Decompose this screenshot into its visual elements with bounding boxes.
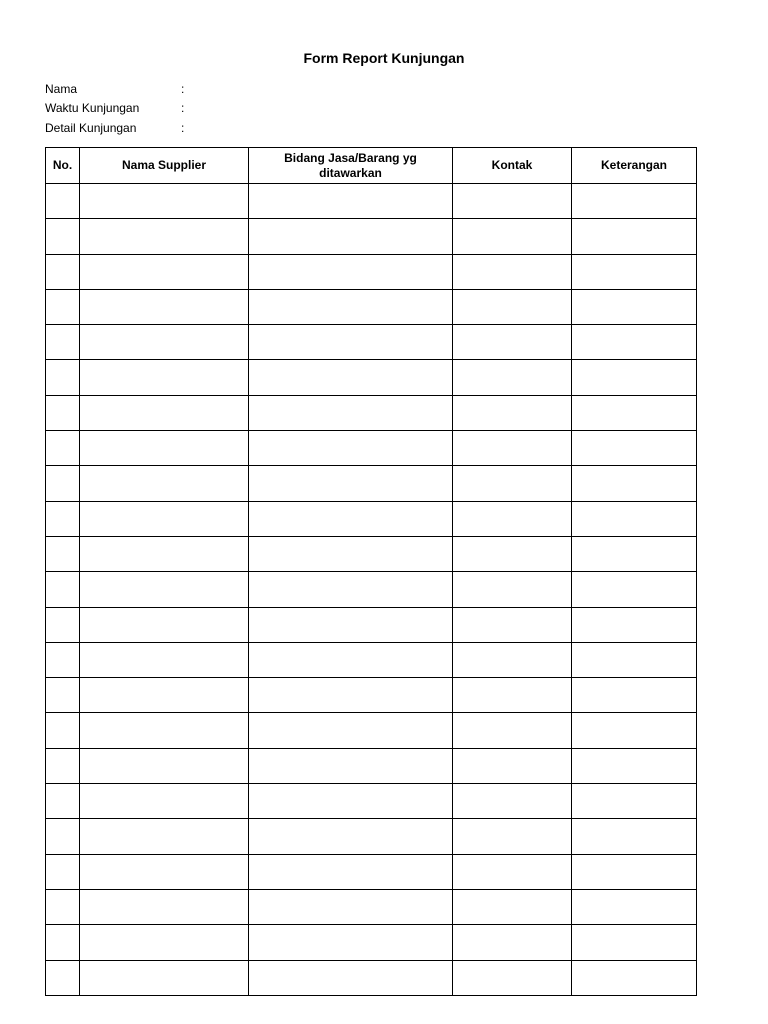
cell-kontak[interactable] — [453, 395, 572, 430]
cell-kontak[interactable] — [453, 184, 572, 219]
cell-kontak[interactable] — [453, 289, 572, 324]
cell-kontak[interactable] — [453, 854, 572, 889]
cell-kontak[interactable] — [453, 925, 572, 960]
field-colon: : — [181, 101, 185, 116]
table-row — [46, 642, 697, 677]
cell-kontak[interactable] — [453, 960, 572, 995]
cell-kontak[interactable] — [453, 607, 572, 642]
table-row — [46, 713, 697, 748]
table-row — [46, 395, 697, 430]
cell-no[interactable] — [46, 289, 80, 324]
cell-keterangan[interactable] — [572, 360, 697, 395]
cell-keterangan[interactable] — [572, 678, 697, 713]
column-header-kontak: Kontak — [453, 148, 572, 184]
cell-no[interactable] — [46, 642, 80, 677]
cell-kontak[interactable] — [453, 254, 572, 289]
cell-nama-supplier[interactable] — [80, 607, 249, 642]
cell-nama-supplier[interactable] — [80, 642, 249, 677]
cell-keterangan[interactable] — [572, 325, 697, 360]
table-row — [46, 607, 697, 642]
column-header-bidang: Bidang Jasa/Barang yg ditawarkan — [249, 148, 453, 184]
cell-nama-supplier[interactable] — [80, 784, 249, 819]
cell-nama-supplier[interactable] — [80, 289, 249, 324]
column-header-nama-supplier: Nama Supplier — [80, 148, 249, 184]
cell-bidang[interactable] — [249, 501, 453, 536]
cell-keterangan[interactable] — [572, 960, 697, 995]
cell-bidang[interactable] — [249, 819, 453, 854]
cell-nama-supplier[interactable] — [80, 748, 249, 783]
cell-keterangan[interactable] — [572, 289, 697, 324]
cell-no[interactable] — [46, 960, 80, 995]
cell-bidang[interactable] — [249, 678, 453, 713]
cell-no[interactable] — [46, 536, 80, 571]
cell-no[interactable] — [46, 501, 80, 536]
form-header-fields — [45, 80, 184, 138]
cell-keterangan[interactable] — [572, 536, 697, 571]
table-row — [46, 819, 697, 854]
cell-nama-supplier[interactable] — [80, 395, 249, 430]
cell-no[interactable] — [46, 254, 80, 289]
table-row — [46, 748, 697, 783]
table-body — [46, 184, 697, 996]
cell-bidang[interactable] — [249, 466, 453, 501]
field-colon: : — [181, 120, 185, 135]
cell-bidang[interactable] — [249, 289, 453, 324]
cell-bidang[interactable] — [249, 360, 453, 395]
cell-kontak[interactable] — [453, 466, 572, 501]
cell-no[interactable] — [46, 748, 80, 783]
cell-keterangan[interactable] — [572, 713, 697, 748]
cell-nama-supplier[interactable] — [80, 889, 249, 924]
table-row — [46, 889, 697, 924]
cell-bidang[interactable] — [249, 325, 453, 360]
cell-bidang[interactable] — [249, 572, 453, 607]
column-header-keterangan: Keterangan — [572, 148, 697, 184]
column-header-no: No. — [46, 148, 80, 184]
cell-kontak[interactable] — [453, 536, 572, 571]
cell-no[interactable] — [46, 784, 80, 819]
cell-keterangan[interactable] — [572, 925, 697, 960]
cell-nama-supplier[interactable] — [80, 536, 249, 571]
field-waktu-kunjungan — [45, 99, 184, 118]
cell-no[interactable] — [46, 431, 80, 466]
table-row — [46, 466, 697, 501]
cell-bidang[interactable] — [249, 607, 453, 642]
field-nama — [45, 80, 184, 99]
cell-bidang[interactable] — [249, 854, 453, 889]
cell-bidang[interactable] — [249, 395, 453, 430]
cell-kontak[interactable] — [453, 713, 572, 748]
cell-nama-supplier[interactable] — [80, 819, 249, 854]
cell-nama-supplier[interactable] — [80, 254, 249, 289]
table-row — [46, 325, 697, 360]
cell-nama-supplier[interactable] — [80, 431, 249, 466]
cell-nama-supplier[interactable] — [80, 854, 249, 889]
table-row — [46, 536, 697, 571]
cell-no[interactable] — [46, 889, 80, 924]
field-label-nama: Nama — [45, 82, 78, 96]
cell-kontak[interactable] — [453, 748, 572, 783]
cell-nama-supplier[interactable] — [80, 501, 249, 536]
cell-keterangan[interactable] — [572, 607, 697, 642]
table-row — [46, 960, 697, 995]
cell-keterangan[interactable] — [572, 254, 697, 289]
cell-bidang[interactable] — [249, 219, 453, 254]
cell-bidang[interactable] — [249, 925, 453, 960]
table-row — [46, 784, 697, 819]
cell-kontak[interactable] — [453, 819, 572, 854]
cell-bidang[interactable] — [249, 748, 453, 783]
cell-kontak[interactable] — [453, 360, 572, 395]
cell-bidang[interactable] — [249, 254, 453, 289]
table-row — [46, 289, 697, 324]
field-colon: : — [181, 82, 185, 96]
cell-kontak[interactable] — [453, 572, 572, 607]
cell-no[interactable] — [46, 854, 80, 889]
table-row — [46, 219, 697, 254]
cell-bidang[interactable] — [249, 713, 453, 748]
field-label-detail-kunjungan: Detail Kunjungan — [45, 120, 137, 135]
cell-bidang[interactable] — [249, 642, 453, 677]
cell-no[interactable] — [46, 713, 80, 748]
table-row — [46, 572, 697, 607]
table-row — [46, 678, 697, 713]
cell-nama-supplier[interactable] — [80, 572, 249, 607]
cell-no[interactable] — [46, 360, 80, 395]
field-label-waktu-kunjungan: Waktu Kunjungan — [45, 101, 140, 116]
cell-kontak[interactable] — [453, 889, 572, 924]
table-row — [46, 925, 697, 960]
cell-bidang[interactable] — [249, 889, 453, 924]
table-row — [46, 501, 697, 536]
cell-kontak[interactable] — [453, 501, 572, 536]
cell-nama-supplier[interactable] — [80, 960, 249, 995]
cell-keterangan[interactable] — [572, 889, 697, 924]
cell-no[interactable] — [46, 325, 80, 360]
cell-kontak[interactable] — [453, 678, 572, 713]
cell-no[interactable] — [46, 219, 80, 254]
table-row — [46, 360, 697, 395]
cell-keterangan[interactable] — [572, 784, 697, 819]
cell-keterangan[interactable] — [572, 854, 697, 889]
cell-bidang[interactable] — [249, 960, 453, 995]
cell-keterangan[interactable] — [572, 501, 697, 536]
cell-kontak[interactable] — [453, 325, 572, 360]
form-title: Form Report Kunjungan — [303, 50, 465, 66]
cell-keterangan[interactable] — [572, 819, 697, 854]
table-row — [46, 254, 697, 289]
cell-nama-supplier[interactable] — [80, 678, 249, 713]
cell-bidang[interactable] — [249, 184, 453, 219]
cell-kontak[interactable] — [453, 642, 572, 677]
cell-nama-supplier[interactable] — [80, 325, 249, 360]
cell-kontak[interactable] — [453, 219, 572, 254]
cell-nama-supplier[interactable] — [80, 184, 249, 219]
cell-no[interactable] — [46, 466, 80, 501]
cell-nama-supplier[interactable] — [80, 219, 249, 254]
cell-nama-supplier[interactable] — [80, 466, 249, 501]
cell-no[interactable] — [46, 925, 80, 960]
table-header-row — [46, 148, 697, 184]
cell-nama-supplier[interactable] — [80, 360, 249, 395]
table-row — [46, 431, 697, 466]
cell-bidang[interactable] — [249, 536, 453, 571]
cell-no[interactable] — [46, 607, 80, 642]
supplier-visit-table — [45, 147, 697, 996]
cell-bidang[interactable] — [249, 784, 453, 819]
cell-no[interactable] — [46, 572, 80, 607]
table-row — [46, 854, 697, 889]
cell-no[interactable] — [46, 184, 80, 219]
cell-no[interactable] — [46, 819, 80, 854]
cell-no[interactable] — [46, 678, 80, 713]
cell-keterangan[interactable] — [572, 184, 697, 219]
cell-nama-supplier[interactable] — [80, 925, 249, 960]
cell-keterangan[interactable] — [572, 572, 697, 607]
cell-keterangan[interactable] — [572, 748, 697, 783]
cell-keterangan[interactable] — [572, 395, 697, 430]
cell-keterangan[interactable] — [572, 642, 697, 677]
cell-no[interactable] — [46, 395, 80, 430]
field-detail-kunjungan — [45, 119, 184, 138]
cell-keterangan[interactable] — [572, 466, 697, 501]
cell-keterangan[interactable] — [572, 219, 697, 254]
cell-bidang[interactable] — [249, 431, 453, 466]
cell-keterangan[interactable] — [572, 431, 697, 466]
table-row — [46, 184, 697, 219]
cell-nama-supplier[interactable] — [80, 713, 249, 748]
cell-kontak[interactable] — [453, 784, 572, 819]
cell-kontak[interactable] — [453, 431, 572, 466]
